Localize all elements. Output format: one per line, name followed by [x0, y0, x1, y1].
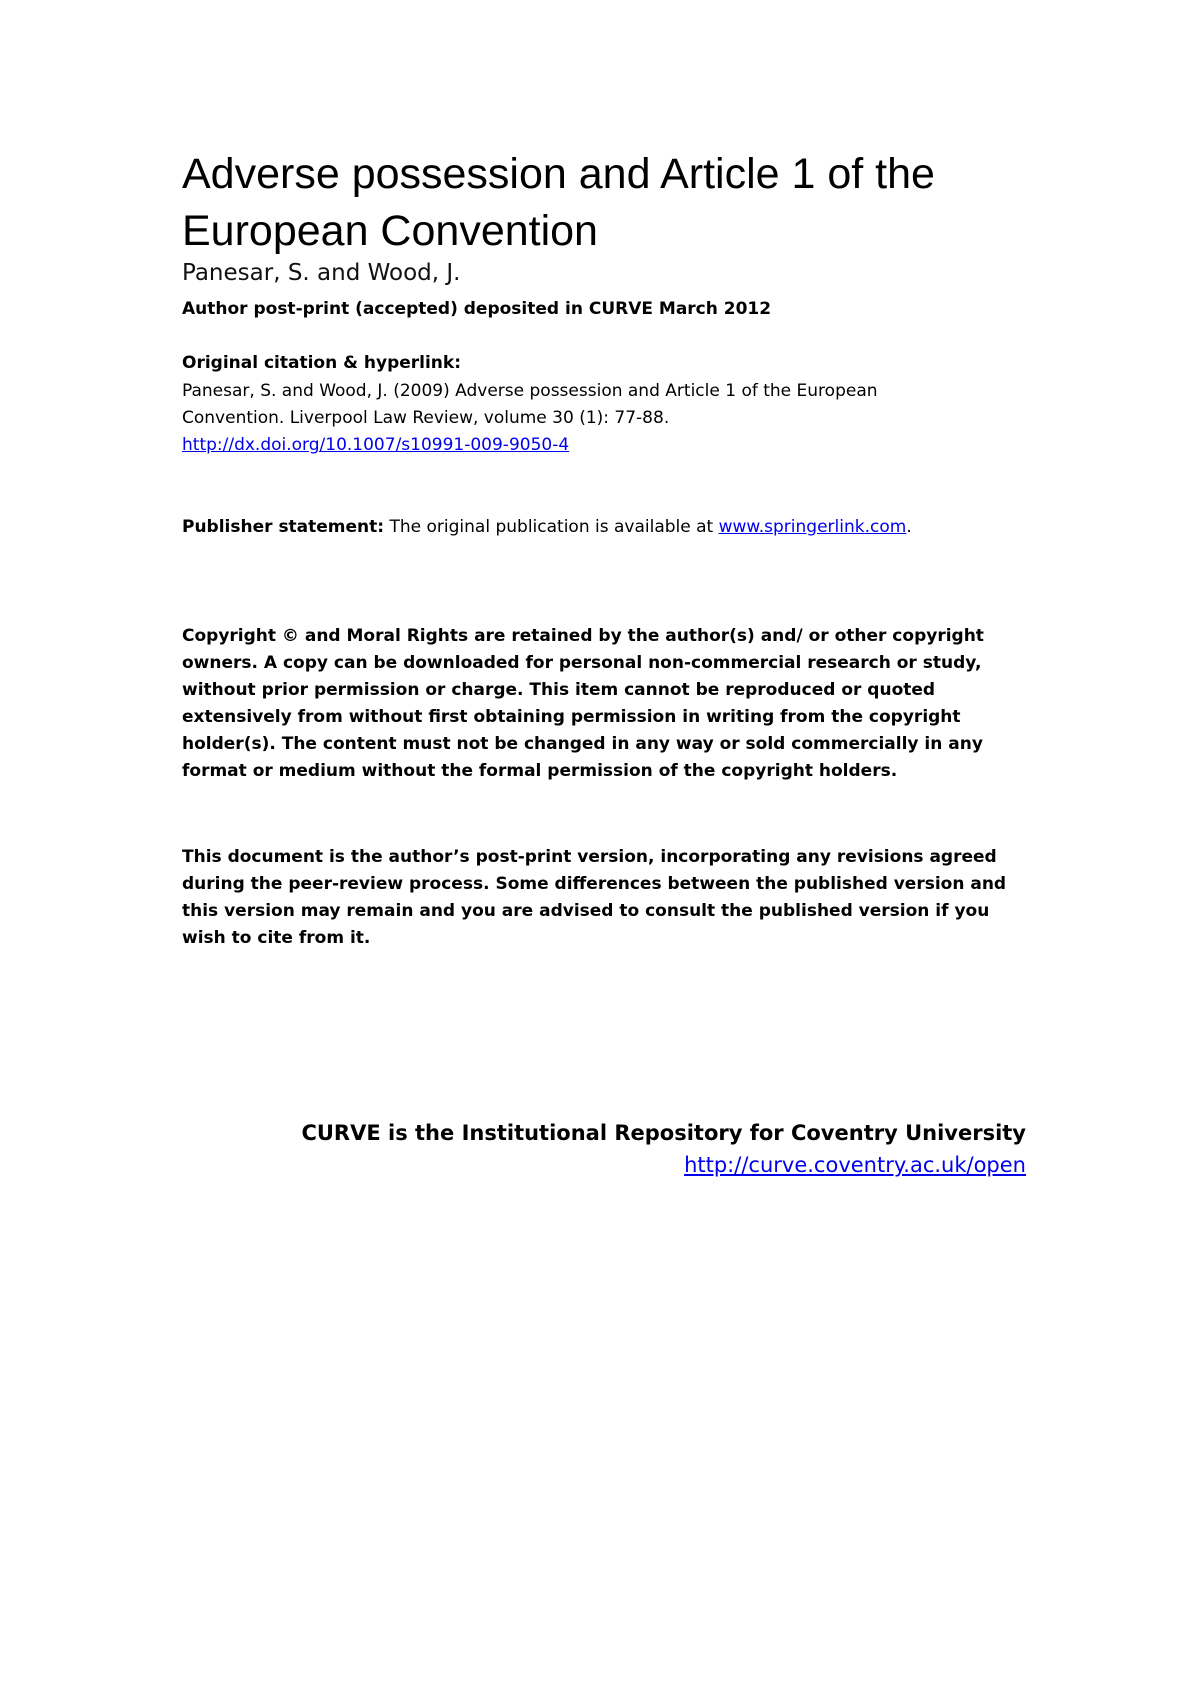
- citation-label: Original citation & hyperlink:: [182, 353, 462, 373]
- document-authors: Panesar, S. and Wood, J.: [182, 260, 461, 286]
- repository-title: CURVE is the Institutional Repository for Coventry University: [301, 1121, 1026, 1145]
- version-note: This document is the author’s post-print version, incorporating any revisions agreed during the peer-review process. Some differences between the published version and this version may remain and you are advised to consult the published version if you wish to cite from it.: [182, 847, 1007, 948]
- citation-text: Panesar, S. and Wood, J. (2009) Adverse possession and Article 1 of the European Convention. Liverpool Law Review, volume 30 (1): 77-88.: [182, 381, 878, 428]
- publisher-statement: [182, 514, 1002, 541]
- publisher-springerlink-link[interactable]: www.springerlink.com: [718, 517, 907, 537]
- document-title: Adverse possession and Article 1 of the European Convention: [182, 150, 935, 255]
- citation-doi-link[interactable]: http://dx.doi.org/10.1007/s10991-009-9050-4: [182, 435, 570, 455]
- publisher-statement-label: Publisher statement:: [182, 517, 385, 537]
- copyright-notice: Copyright © and Moral Rights are retained by the author(s) and/ or other copyright owners. A copy can be downloaded for personal non-commercial research or study, without prior permission or charge. This item cannot be reproduced or quoted extensively from without first obtaining permission in writing from the copyright holder(s). The content must not be changed in any way or sold commercially in any format or medium without the formal permission of the copyright holders.: [182, 626, 984, 781]
- deposit-note: Author post-print (accepted) deposited in CURVE March 2012: [182, 299, 772, 319]
- repository-link[interactable]: http://curve.coventry.ac.uk/open: [684, 1153, 1026, 1177]
- publisher-statement-end: .: [906, 517, 912, 537]
- publisher-statement-text: The original publication is available at: [384, 517, 719, 537]
